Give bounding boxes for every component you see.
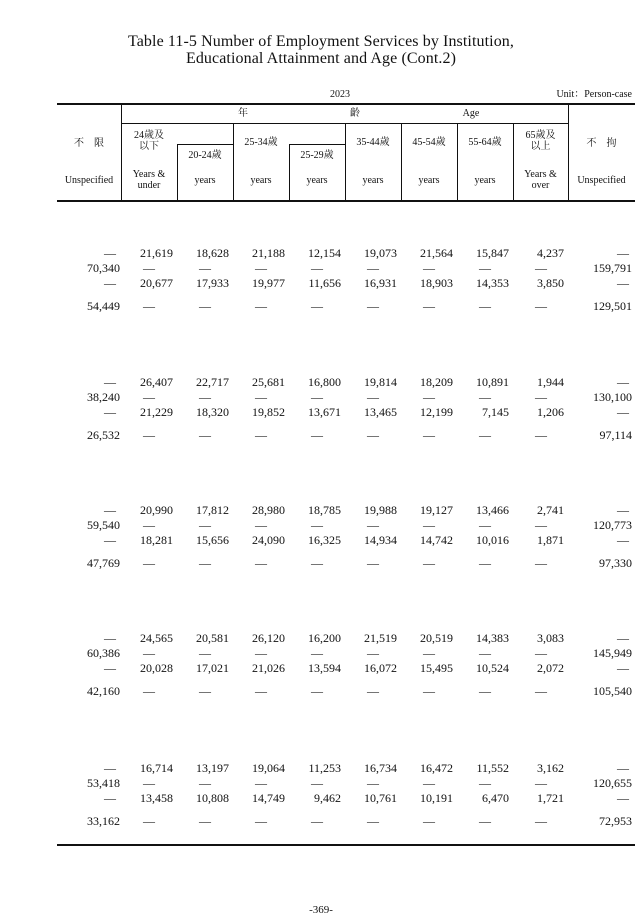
cell-value: 14,353 (476, 276, 509, 290)
age-header-zh-1: 年 (238, 108, 248, 119)
dash: — (255, 390, 267, 404)
dash: — (617, 791, 629, 805)
unspecified-right-value: 120,655 (593, 776, 632, 790)
col-20-24-en: years (194, 175, 216, 186)
cell-value: 20,519 (420, 631, 453, 645)
unspecified-right-value: 159,791 (593, 261, 632, 275)
dash: — (311, 776, 323, 790)
dash: — (423, 428, 435, 442)
col-25-29-en: years (306, 175, 328, 186)
cell-value: 20,677 (140, 276, 173, 290)
dash: — (255, 299, 267, 313)
col-65-over-zh-2: 以上 (530, 141, 551, 152)
dash: — (104, 405, 116, 419)
cell-value: 3,162 (537, 761, 564, 775)
unspecified-right-value: 105,540 (593, 684, 632, 698)
cell-value: 16,200 (308, 631, 341, 645)
cell-value: 10,808 (196, 791, 229, 805)
age-header-zh-2: 齡 (350, 108, 360, 119)
dash: — (423, 814, 435, 828)
cell-value: 3,850 (537, 276, 564, 290)
cell-value: 17,933 (196, 276, 229, 290)
dash: — (143, 299, 155, 313)
unspecified-right-value: 72,953 (599, 814, 632, 828)
cell-value: 16,714 (140, 761, 173, 775)
unspecified-left-value: 53,418 (87, 776, 120, 790)
col-24-under-zh-2: 以下 (139, 141, 159, 152)
dash: — (311, 390, 323, 404)
dash: — (617, 276, 629, 290)
cell-value: 1,871 (537, 533, 564, 547)
dash: — (479, 518, 491, 532)
dash: — (199, 684, 211, 698)
dash: — (311, 556, 323, 570)
cell-value: 17,021 (196, 661, 229, 675)
cell-value: 19,073 (364, 246, 397, 260)
col-55-64-zh: 55-64歲 (468, 137, 502, 148)
cell-value: 18,320 (196, 405, 229, 419)
cell-value: 20,581 (196, 631, 229, 645)
dash: — (255, 518, 267, 532)
dash: — (255, 814, 267, 828)
cell-value: 19,977 (252, 276, 285, 290)
cell-value: 21,229 (140, 405, 173, 419)
dash: — (143, 518, 155, 532)
dash: — (367, 428, 379, 442)
col-45-54-zh: 45-54歲 (412, 137, 446, 148)
dash: — (617, 533, 629, 547)
dash: — (617, 246, 629, 260)
cell-value: 28,980 (252, 503, 285, 517)
unspecified-left-value: 60,386 (87, 646, 120, 660)
col-divider (345, 124, 346, 201)
cell-value: 19,988 (364, 503, 397, 517)
dash: — (143, 776, 155, 790)
cell-value: 1,206 (537, 405, 564, 419)
dash: — (255, 428, 267, 442)
cell-value: 15,495 (420, 661, 453, 675)
table-bottom-rule (57, 844, 635, 846)
cell-value: 9,462 (314, 791, 341, 805)
cell-value: 13,671 (308, 405, 341, 419)
dash: — (617, 761, 629, 775)
dash: — (311, 299, 323, 313)
dash: — (367, 518, 379, 532)
cell-value: 11,253 (308, 761, 341, 775)
dash: — (423, 299, 435, 313)
dash: — (104, 791, 116, 805)
dash: — (104, 761, 116, 775)
table-title-line1: Table 11-5 Number of Employment Services by Institution, (127, 33, 515, 50)
cell-value: 21,188 (252, 246, 285, 260)
col-divider (401, 124, 402, 201)
cell-value: 3,083 (537, 631, 564, 645)
cell-value: 12,199 (420, 405, 453, 419)
cell-value: 15,656 (196, 533, 229, 547)
col-divider (457, 124, 458, 201)
cell-value: 16,800 (308, 375, 341, 389)
dash: — (535, 428, 547, 442)
cell-value: 16,734 (364, 761, 397, 775)
cell-value: 14,934 (364, 533, 397, 547)
cell-value: 20,990 (140, 503, 173, 517)
cell-value: 16,072 (364, 661, 397, 675)
dash: — (617, 405, 629, 419)
cell-value: 11,656 (308, 276, 341, 290)
table-title-line2: Educational Attainment and Age (Cont.2) (185, 50, 457, 67)
dash: — (311, 684, 323, 698)
cell-value: 13,465 (364, 405, 397, 419)
dash: — (367, 776, 379, 790)
dash: — (104, 276, 116, 290)
year-label: 2023 (330, 89, 350, 100)
unspecified-right-value: 120,773 (593, 518, 632, 532)
col-65-over-zh-1: 65歲及 (525, 130, 556, 141)
col-24-under-en-1: Years & (132, 169, 166, 180)
col-24-under-zh-1: 24歲及 (134, 130, 164, 141)
cell-value: 25,681 (252, 375, 285, 389)
dash: — (104, 631, 116, 645)
cell-value: 7,145 (482, 405, 509, 419)
dash: — (104, 503, 116, 517)
cell-value: 21,519 (364, 631, 397, 645)
dash: — (311, 646, 323, 660)
unspecified-left-value: 42,160 (87, 684, 120, 698)
cell-value: 10,761 (364, 791, 397, 805)
col-35-44-en: years (362, 175, 384, 186)
cell-value: 18,903 (420, 276, 453, 290)
cell-value: 26,407 (140, 375, 173, 389)
unspecified-left-value: 47,769 (87, 556, 120, 570)
cell-value: 19,064 (252, 761, 285, 775)
dash: — (143, 646, 155, 660)
dash: — (617, 375, 629, 389)
unspecified-right-zh: 不 拘 (586, 138, 617, 149)
col-25-34-zh: 25-34歲 (244, 137, 278, 148)
dash: — (255, 776, 267, 790)
dash: — (199, 390, 211, 404)
unspecified-left-value: 38,240 (87, 390, 120, 404)
age-header-en: Age (462, 108, 480, 119)
cell-value: 13,197 (196, 761, 229, 775)
dash: — (255, 556, 267, 570)
cell-value: 4,237 (537, 246, 564, 260)
dash: — (535, 556, 547, 570)
col-35-44-zh: 35-44歲 (356, 137, 390, 148)
dash: — (423, 556, 435, 570)
cell-value: 2,741 (537, 503, 564, 517)
cell-value: 24,565 (140, 631, 173, 645)
unspecified-left-value: 59,540 (87, 518, 120, 532)
dash: — (535, 261, 547, 275)
dash: — (311, 428, 323, 442)
unspecified-right-value: 130,100 (593, 390, 632, 404)
col-divider (568, 105, 569, 201)
unspecified-left-value: 33,162 (87, 814, 120, 828)
cell-value: 1,721 (537, 791, 564, 805)
subheader-rule-2529 (290, 144, 345, 145)
cell-value: 16,472 (420, 761, 453, 775)
dash: — (423, 261, 435, 275)
dash: — (143, 390, 155, 404)
dash: — (367, 556, 379, 570)
cell-value: 12,154 (308, 246, 341, 260)
cell-value: 14,742 (420, 533, 453, 547)
dash: — (199, 518, 211, 532)
cell-value: 18,628 (196, 246, 229, 260)
dash: — (479, 684, 491, 698)
dash: — (255, 646, 267, 660)
dash: — (143, 428, 155, 442)
cell-value: 14,749 (252, 791, 285, 805)
dash: — (479, 390, 491, 404)
unspecified-right-value: 145,949 (593, 646, 632, 660)
dash: — (479, 646, 491, 660)
cell-value: 2,072 (537, 661, 564, 675)
cell-value: 19,814 (364, 375, 397, 389)
dash: — (535, 390, 547, 404)
col-55-64-en: years (474, 175, 496, 186)
dash: — (479, 776, 491, 790)
unspecified-left-value: 54,449 (87, 299, 120, 313)
cell-value: 22,717 (196, 375, 229, 389)
subheader-rule-2024 (178, 144, 233, 145)
dash: — (367, 390, 379, 404)
cell-value: 20,028 (140, 661, 173, 675)
cell-value: 26,120 (252, 631, 285, 645)
dash: — (423, 390, 435, 404)
cell-value: 1,944 (537, 375, 564, 389)
cell-value: 15,847 (476, 246, 509, 260)
dash: — (423, 776, 435, 790)
dash: — (104, 661, 116, 675)
unit-label: Unit：Person-case (556, 89, 632, 100)
dash: — (104, 533, 116, 547)
dash: — (199, 646, 211, 660)
dash: — (199, 428, 211, 442)
unspecified-left-zh: 不 限 (74, 138, 104, 149)
cell-value: 18,209 (420, 375, 453, 389)
unspecified-right-value: 129,501 (593, 299, 632, 313)
col-divider (233, 124, 234, 201)
page-number: -369- (309, 904, 333, 916)
cell-value: 24,090 (252, 533, 285, 547)
dash: — (311, 518, 323, 532)
dash: — (143, 814, 155, 828)
dash: — (479, 556, 491, 570)
dash: — (423, 646, 435, 660)
dash: — (617, 503, 629, 517)
cell-value: 21,619 (140, 246, 173, 260)
unspecified-left-value: 26,532 (87, 428, 120, 442)
dash: — (617, 631, 629, 645)
cell-value: 11,552 (476, 761, 509, 775)
dash: — (423, 684, 435, 698)
cell-value: 10,016 (476, 533, 509, 547)
dash: — (367, 646, 379, 660)
cell-value: 18,785 (308, 503, 341, 517)
cell-value: 10,191 (420, 791, 453, 805)
dash: — (255, 684, 267, 698)
cell-value: 13,466 (476, 503, 509, 517)
dash: — (479, 261, 491, 275)
dash: — (199, 776, 211, 790)
col-20-24-zh: 20-24歲 (188, 150, 222, 161)
dash: — (199, 556, 211, 570)
dash: — (104, 375, 116, 389)
unspecified-left-en: Unspecified (64, 175, 114, 186)
dash: — (199, 299, 211, 313)
cell-value: 21,026 (252, 661, 285, 675)
dash: — (367, 299, 379, 313)
cell-value: 17,812 (196, 503, 229, 517)
dash: — (367, 261, 379, 275)
cell-value: 14,383 (476, 631, 509, 645)
dash: — (535, 684, 547, 698)
dash: — (143, 684, 155, 698)
unspecified-right-value: 97,114 (599, 428, 632, 442)
dash: — (199, 261, 211, 275)
cell-value: 6,470 (482, 791, 509, 805)
col-65-over-en-2: over (531, 180, 550, 191)
unspecified-left-value: 70,340 (87, 261, 120, 275)
dash: — (479, 814, 491, 828)
cell-value: 19,852 (252, 405, 285, 419)
cell-value: 13,458 (140, 791, 173, 805)
cell-value: 21,564 (420, 246, 453, 260)
dash: — (535, 518, 547, 532)
cell-value: 18,281 (140, 533, 173, 547)
dash: — (255, 261, 267, 275)
dash: — (479, 299, 491, 313)
table-top-rule (57, 103, 635, 105)
header-bottom-rule (57, 200, 635, 202)
col-65-over-en-1: Years & (524, 169, 557, 180)
dash: — (479, 428, 491, 442)
cell-value: 16,931 (364, 276, 397, 290)
dash: — (367, 814, 379, 828)
dash: — (311, 261, 323, 275)
dash: — (367, 684, 379, 698)
cell-value: 10,524 (476, 661, 509, 675)
dash: — (535, 646, 547, 660)
dash: — (423, 518, 435, 532)
col-25-29-zh: 25-29歲 (300, 150, 334, 161)
cell-value: 13,594 (308, 661, 341, 675)
cell-value: 10,891 (476, 375, 509, 389)
col-25-34-en: years (250, 175, 272, 186)
dash: — (143, 261, 155, 275)
dash: — (104, 246, 116, 260)
col-45-54-en: years (418, 175, 440, 186)
dash: — (535, 814, 547, 828)
cell-value: 16,325 (308, 533, 341, 547)
dash: — (535, 776, 547, 790)
dash: — (199, 814, 211, 828)
unspecified-right-value: 97,330 (599, 556, 632, 570)
cell-value: 19,127 (420, 503, 453, 517)
col-24-under-en-2: under (137, 180, 161, 191)
dash: — (617, 661, 629, 675)
unspecified-right-en: Unspecified (577, 175, 626, 186)
dash: — (311, 814, 323, 828)
dash: — (143, 556, 155, 570)
dash: — (535, 299, 547, 313)
